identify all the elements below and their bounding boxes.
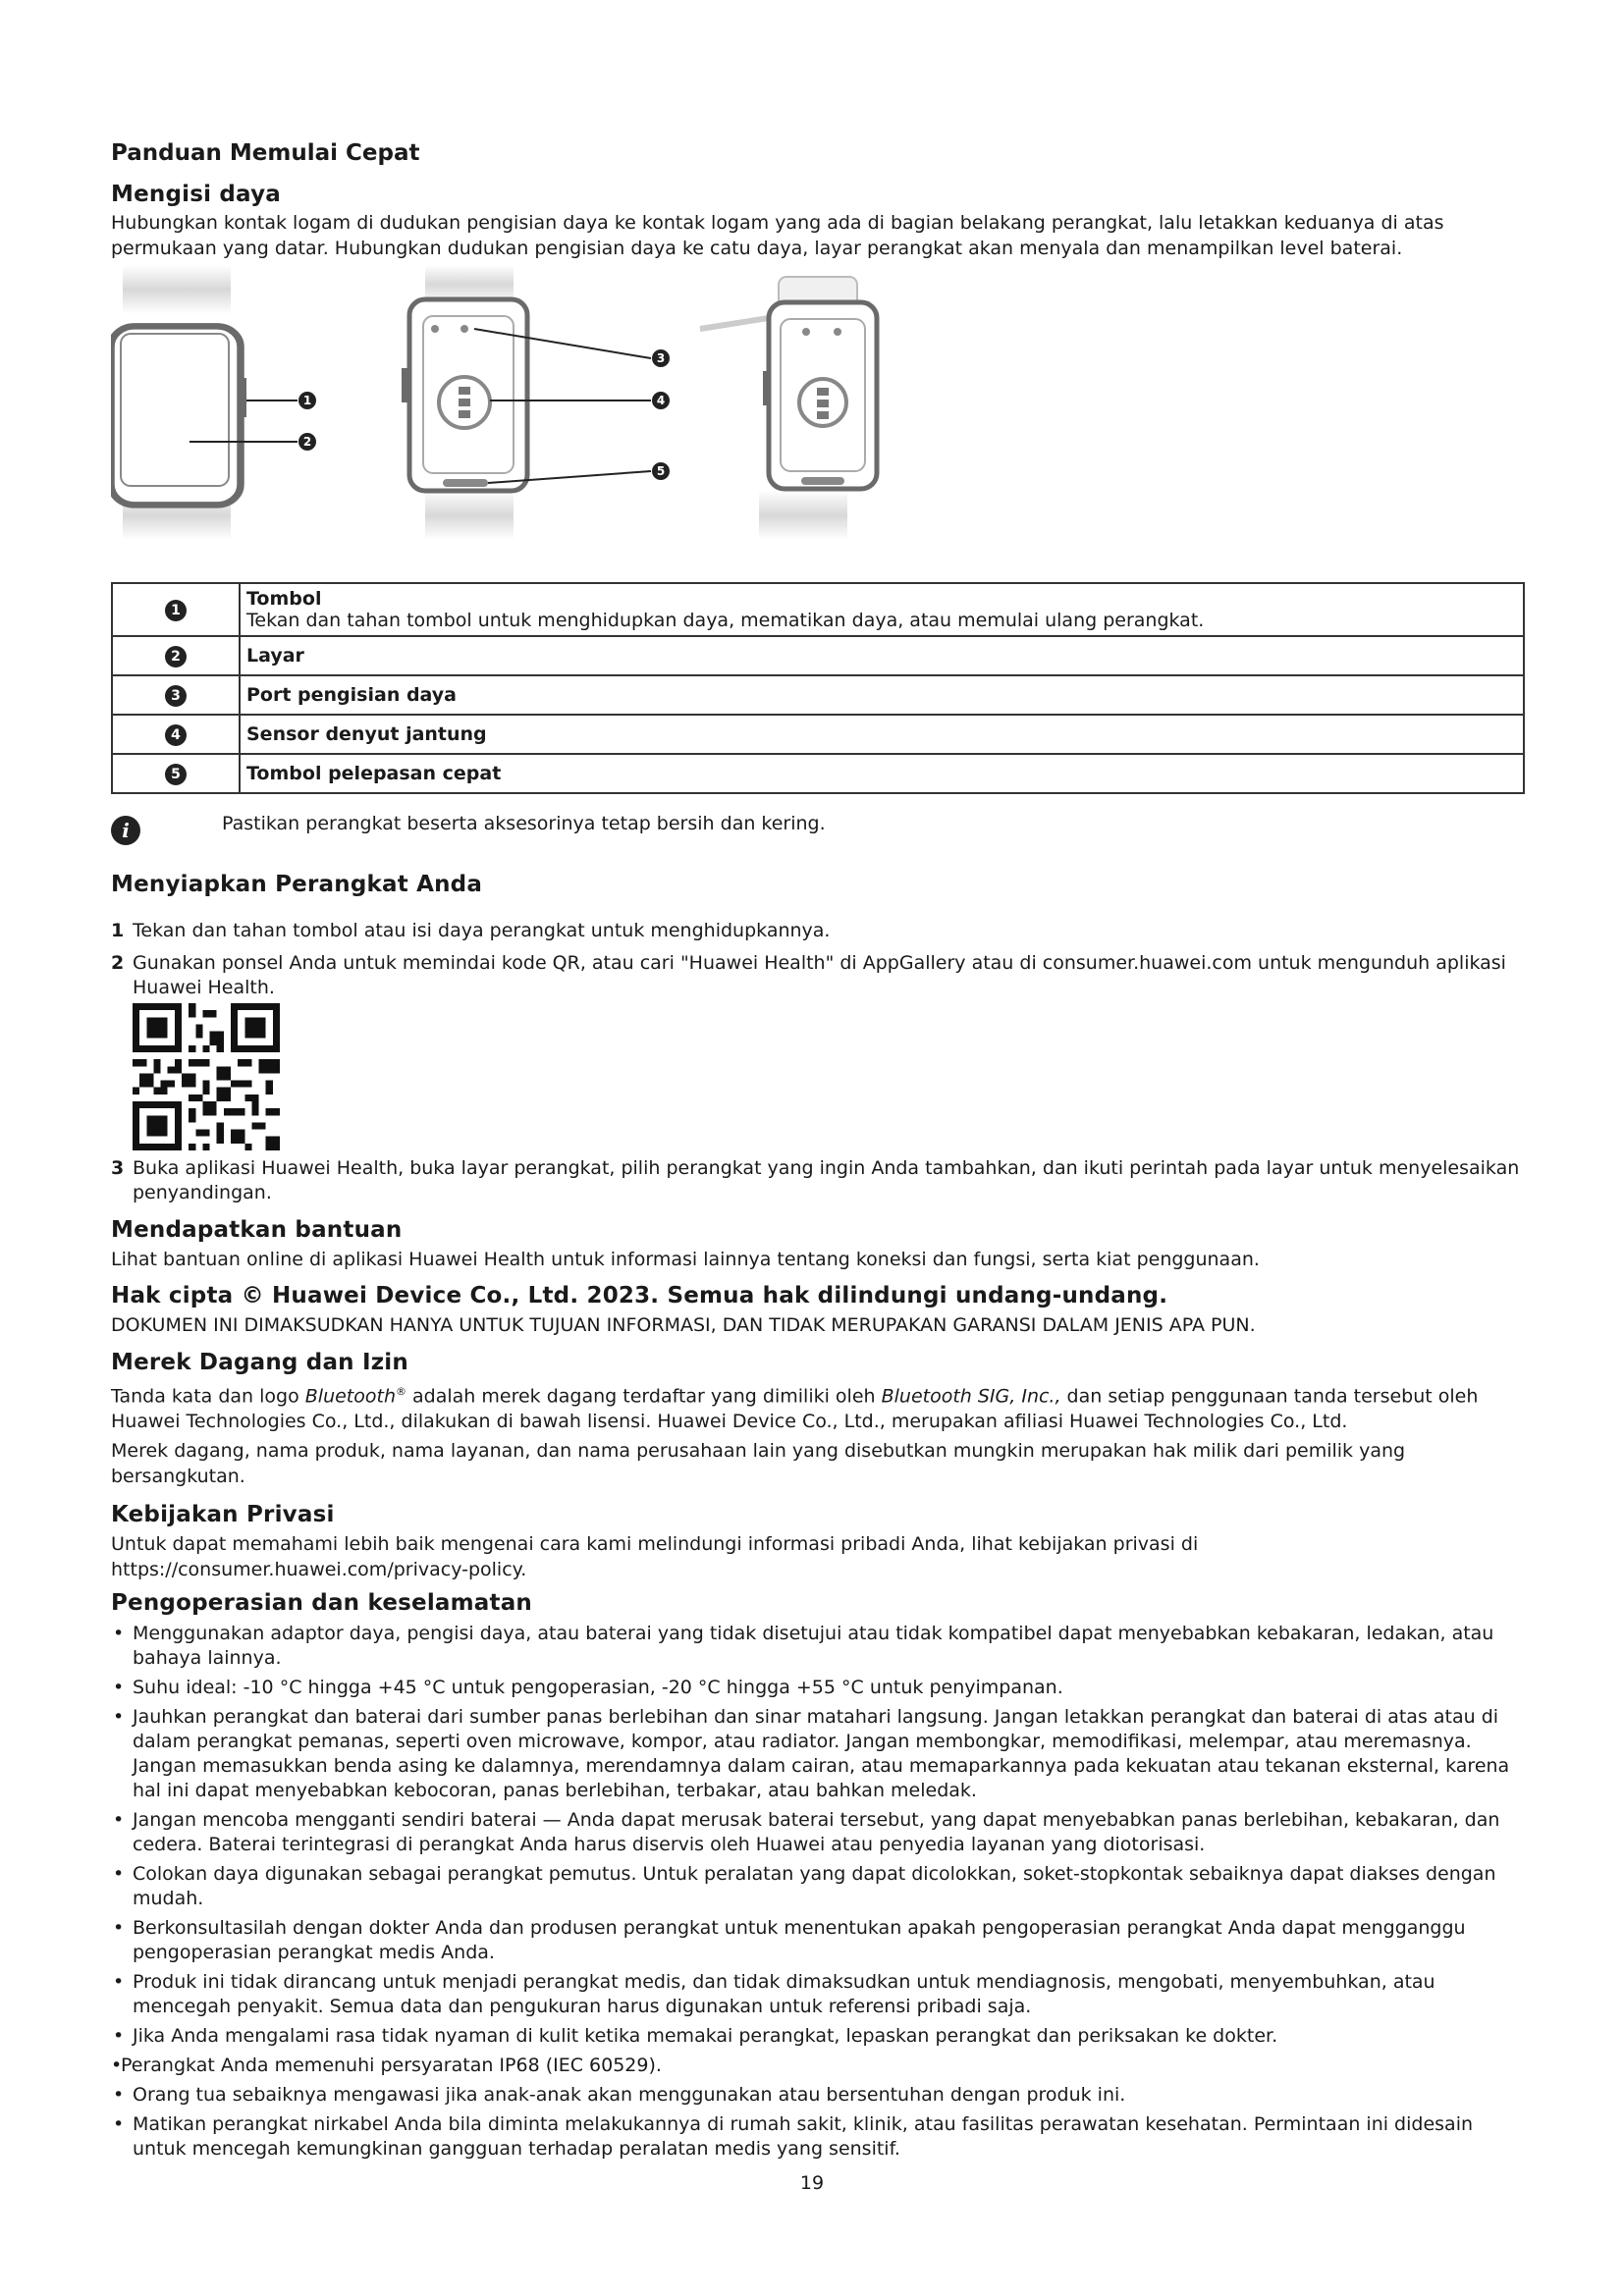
setup-steps: [111, 919, 1527, 1000]
list-item: • Colokan daya digunakan sebagai perangkat pemutus. Untuk peralatan yang dapat dicolokkan, soket-stopkontak sebaiknya dapat diakses dengan mudah.: [111, 1862, 1525, 1911]
copyright-heading: Hak cipta © Huawei Device Co., Ltd. 2023. Semua hak dilindungi undang-undang.: [111, 1283, 1168, 1308]
list-item: • Menggunakan adaptor daya, pengisi daya, atau baterai yang tidak disetujui atau tidak kompatibel dapat menyebabkan kebakaran, ledakan, atau bahaya lainnya.: [111, 1622, 1525, 1671]
info-icon: i: [111, 816, 140, 845]
callout-number: 2: [165, 646, 187, 667]
svg-text:2: 2: [302, 435, 312, 449]
privacy-text: Untuk dapat memahami lebih baik mengenai cara kami melindungi informasi pribadi Anda, lihat kebijakan privasi di https://consumer.huawei.com/privacy-policy.: [111, 1533, 1199, 1580]
list-item: • Produk ini tidak dirancang untuk menjadi perangkat medis, dan tidak dimaksudkan untuk mendiagnosis, mengobati, menyembuhkan, atau mencegah penyakit. Semua data dan pengukuran harus digunakan untuk referensi pribadi saja.: [111, 1970, 1525, 2019]
callout-number: 4: [165, 724, 187, 746]
list-item: • Jauhkan perangkat dan baterai dari sumber panas berlebihan dan sinar matahari langsung. Jangan letakkan perangkat dan baterai di atas atau di dalam perangkat pemanas, seperti oven microwave, kompor, atau radiator. Jangan membongkar, memodifikasi, melempar, atau meremasnya. Jangan memasukkan benda asing ke dalamnya, merendamnya dalam cairan, atau memaparkannya pada kekuatan atau tekanan eksternal, karena hal ini dapat menyebabkan kebocoran, panas berlebihan, terbakar, atau bahkan meledak.: [111, 1705, 1525, 1803]
svg-text:1: 1: [302, 394, 312, 407]
page-title: Panduan Memulai Cepat: [111, 140, 420, 166]
callout-number: 1: [165, 600, 187, 621]
list-item: • Matikan perangkat nirkabel Anda bila diminta melakukannya di rumah sakit, klinik, atau fasilitas perawatan kesehatan. Permintaan ini didesain untuk mencegah kemungkinan gangguan terhadap peralatan medis yang sensitif.: [111, 2112, 1525, 2162]
charging-view: [700, 277, 877, 540]
privacy-heading: Kebijakan Privasi: [111, 1502, 335, 1527]
table-row: [112, 675, 1524, 715]
part-title: Tombol: [246, 588, 322, 610]
table-row: [112, 715, 1524, 754]
help-heading: Mendapatkan bantuan: [111, 1217, 403, 1243]
list-item: • Orang tua sebaiknya mengawasi jika anak-anak akan menggunakan atau bersentuhan dengan produk ini.: [111, 2083, 1525, 2108]
part-title: Port pengisian daya: [246, 684, 458, 706]
setup-heading: Menyiapkan Perangkat Anda: [111, 872, 483, 897]
list-item: • Suhu ideal: -10 °C hingga +45 °C untuk pengoperasian, -20 °C hingga +55 °C untuk penyimpanan.: [111, 1676, 1525, 1700]
qr-code[interactable]: [133, 1003, 280, 1150]
safety-list: [111, 1622, 1525, 2166]
parts-table: [111, 582, 1525, 794]
bluetooth-wordmark: Bluetooth: [304, 1385, 396, 1408]
setup-steps-continued: [111, 1156, 1527, 1205]
list-item: • Jika Anda mengalami rasa tidak nyaman di kulit ketika memakai perangkat, lepaskan perangkat dan periksakan ke dokter.: [111, 2024, 1525, 2049]
back-view: [402, 265, 670, 540]
part-description: Tekan dan tahan tombol untuk menghidupkan daya, mematikan daya, atau memulai ulang perangkat.: [246, 610, 1205, 631]
list-item: 3 Buka aplikasi Huawei Health, buka layar perangkat, pilih perangkat yang ingin Anda tambahkan, dan ikuti perintah pada layar untuk menyelesaikan penyandingan.: [111, 1157, 1520, 1203]
list-item: • Berkonsultasilah dengan dokter Anda dan produsen perangkat untuk menentukan apakah pengoperasian perangkat Anda dapat mengganggu pengoperasian perangkat medis Anda.: [111, 1916, 1525, 1965]
part-title: Sensor denyut jantung: [246, 723, 487, 745]
callout-number: 3: [165, 685, 187, 707]
help-text: Lihat bantuan online di aplikasi Huawei Health untuk informasi lainnya tentang koneksi dan fungsi, serta kiat penggunaan.: [111, 1249, 1260, 1270]
trademark-heading: Merek Dagang dan Izin: [111, 1350, 408, 1375]
list-item: 2 Gunakan ponsel Anda untuk memindai kode QR, atau cari "Huawei Health" di AppGallery atau di consumer.huawei.com untuk mengunduh aplikasi Huawei Health.: [111, 952, 1506, 998]
note-text: Pastikan perangkat beserta aksesorinya tetap bersih dan kering.: [222, 813, 826, 834]
table-row: [112, 754, 1524, 793]
page-number: 19: [799, 2172, 825, 2194]
safety-heading: Pengoperasian dan keselamatan: [111, 1590, 533, 1616]
front-view: [111, 265, 316, 540]
svg-text:4: 4: [656, 394, 666, 407]
list-item: • Perangkat Anda memenuhi persyaratan IP68 (IEC 60529).: [111, 2054, 1525, 2078]
list-item: • Jangan mencoba mengganti sendiri baterai — Anda dapat merusak baterai tersebut, yang dapat menyebabkan panas berlebihan, kebakaran, dan cedera. Baterai terintegrasi di perangkat Anda harus diservis oleh Huawei atau penyedia layanan yang diotorisasi.: [111, 1808, 1525, 1857]
charging-heading: Mengisi daya: [111, 182, 281, 207]
table-row: [112, 636, 1524, 675]
table-row: [112, 583, 1524, 636]
trademark-text-2: Merek dagang, nama produk, nama layanan, dan nama perusahaan lain yang disebutkan mungkin merupakan hak milik dari pemilik yang bersangkutan.: [111, 1440, 1406, 1487]
svg-text:3: 3: [656, 351, 666, 365]
list-item: 1 Tekan dan tahan tombol atau isi daya perangkat untuk menghidupkannya.: [111, 920, 831, 941]
trademark-text-1: Tanda kata dan logo Bluetooth® adalah merek dagang terdaftar yang dimiliki oleh Bluetooth SIG, Inc., dan setiap penggunaan tanda tersebut oleh Huawei Technologies Co., Ltd., dilakukan di bawah lisensi. Huawei Device Co., Ltd., merupakan afiliasi Huawei Technologies Co., Ltd.: [111, 1385, 1479, 1433]
svg-text:5: 5: [656, 464, 666, 478]
copyright-text: DOKUMEN INI DIMAKSUDKAN HANYA UNTUK TUJUAN INFORMASI, DAN TIDAK MERUPAKAN GARANSI DALAM JENIS APA PUN.: [111, 1314, 1256, 1336]
device-illustration: [111, 265, 955, 540]
charging-text: Hubungkan kontak logam di dudukan pengisian daya ke kontak logam yang ada di bagian belakang perangkat, lalu letakkan keduanya di atas permukaan yang datar. Hubungkan dudukan pengisian daya ke catu daya, layar perangkat akan menyala dan menampilkan level baterai.: [111, 212, 1444, 259]
part-title: Tombol pelepasan cepat: [246, 763, 502, 784]
part-title: Layar: [246, 645, 304, 667]
callout-number: 5: [165, 764, 187, 785]
